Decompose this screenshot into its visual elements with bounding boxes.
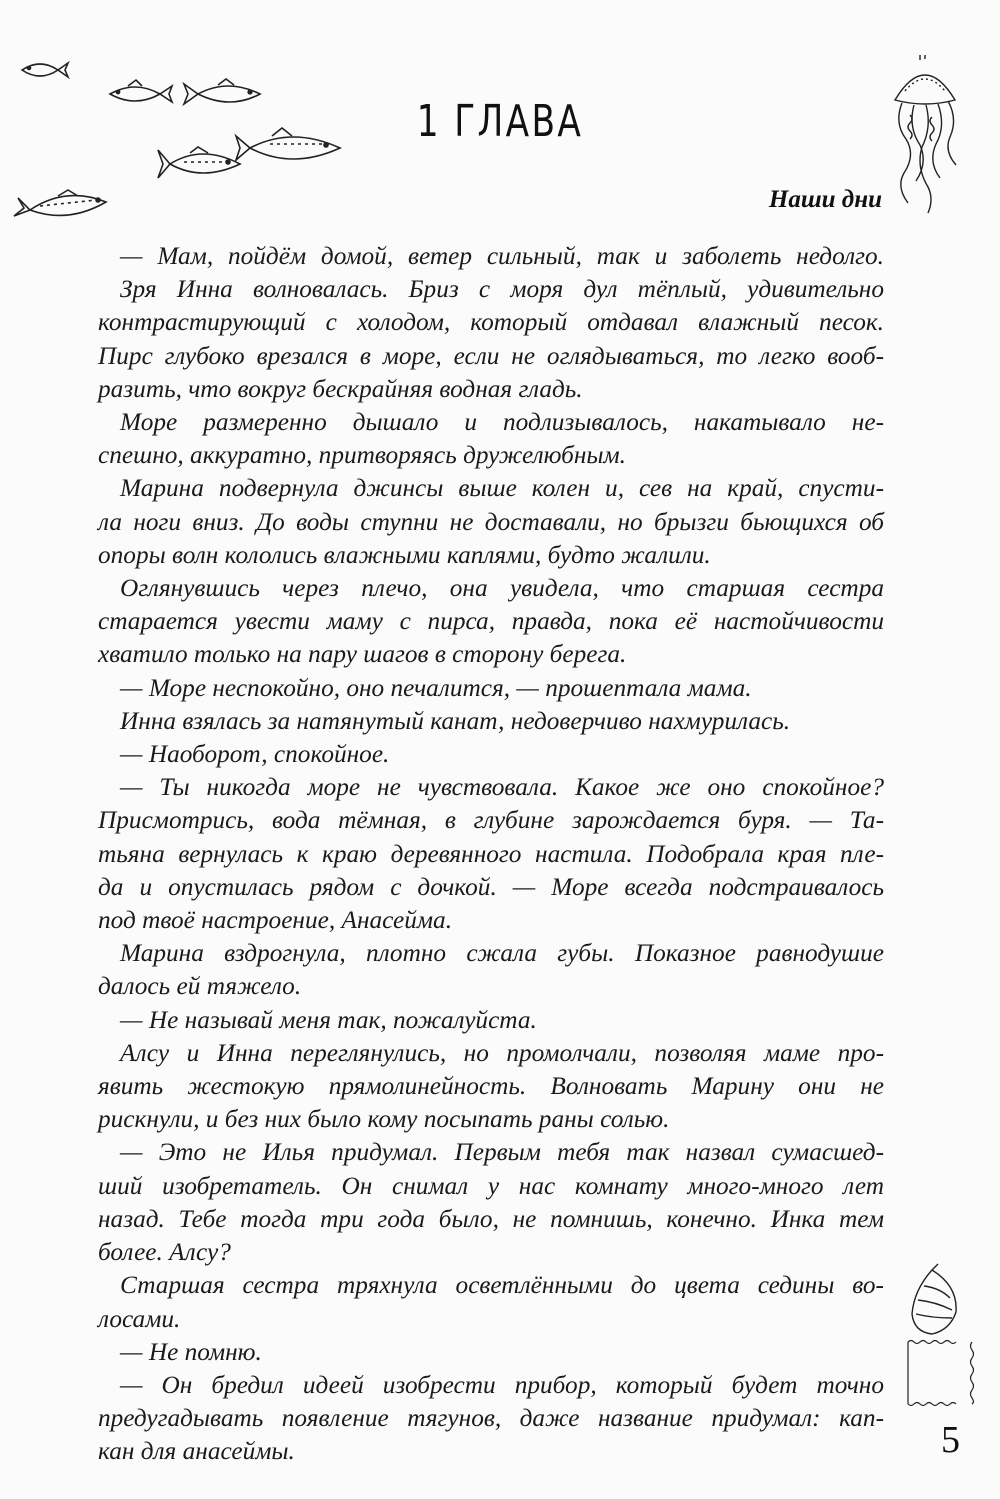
text-line: — Ты никогда море не чувствовала. Какое же оно спокойное? xyxy=(120,773,884,802)
text-line: контрастирующий с холодом, который отдавал влажный песок. xyxy=(98,308,884,337)
text-line: явить жестокую прямолинейность. Волновать Марину они не xyxy=(98,1072,884,1101)
text-line: — Не называй меня так, пожалуйста. xyxy=(120,1005,537,1034)
text-line: — Не помню. xyxy=(120,1337,262,1366)
text-line: назад. Тебе тогда три года было, не помнишь, конечно. Инка тем xyxy=(98,1204,884,1233)
text-line: тьяна вернулась к краю деревянного настила. Подобрала края пле- xyxy=(98,839,884,868)
text-line: да и опустилась рядом с дочкой. — Море всегда подстраивалось xyxy=(98,872,884,901)
text-line: — Наоборот, спокойное. xyxy=(120,740,390,769)
text-line: ла ноги вниз. До воды ступни не доставали, но брызги бьющихся об xyxy=(98,507,884,536)
text-line: далось ей тяжело. xyxy=(98,972,302,1001)
text-line: Инна взялась за натянутый канат, недоверчиво нахмурилась. xyxy=(120,706,791,735)
chapter-subheading: Наши дни xyxy=(768,186,882,213)
text-line: Старшая сестра тряхнула осветлёнными до цвета седины во- xyxy=(120,1271,884,1300)
text-line: — Это не Илья придумал. Первым тебя так назвал сумасшед- xyxy=(120,1138,884,1167)
text-line: хватило только на пару шагов в сторону берега. xyxy=(98,640,627,669)
text-line: кан для анасеймы. xyxy=(98,1437,295,1466)
text-line: лосами. xyxy=(98,1304,181,1333)
chapter-title: 1 ГЛАВА xyxy=(416,96,584,147)
text-line: — Он бредил идеей изобрести прибор, который будет точно xyxy=(120,1370,884,1399)
text-line: Море размеренно дышало и подлизывалось, накатывало не- xyxy=(120,408,884,437)
text-line: спешно, аккуратно, притворяясь дружелюбным. xyxy=(98,441,626,470)
text-line: старается увести маму с пирса, правда, пока её настойчивости xyxy=(98,607,884,636)
jellyfish-illustration xyxy=(880,55,970,225)
text-line: Марина подвернула джинсы выше колен и, сев на край, спусти- xyxy=(120,474,884,503)
text-line: Зря Инна волновалась. Бриз с моря дул тёплый, удивительно xyxy=(120,275,884,304)
text-line: предугадывать появление тягунов, даже название придумал: кап- xyxy=(98,1404,884,1433)
text-line: Оглянувшись через плечо, она увидела, что старшая сестра xyxy=(120,574,884,603)
text-line: более. Алсу? xyxy=(98,1238,231,1267)
text-line: Присмотрись, вода тёмная, в глубине зарождается буря. — Та- xyxy=(98,806,884,835)
page-number-frame xyxy=(908,1341,974,1406)
text-line: рискнули, и без них было кому посыпать раны солью. xyxy=(98,1105,670,1134)
text-line: ший изобретатель. Он снимал у нас комнату много-много лет xyxy=(98,1171,884,1200)
seashell-icon xyxy=(912,1264,956,1334)
text-line: Пирс глубоко врезался в море, если не оглядываться, то легко вооб- xyxy=(98,341,884,370)
text-line: разить, что вокруг бескрайняя водная гладь. xyxy=(98,374,583,403)
chapter-body xyxy=(98,240,884,1469)
page-number: 5 xyxy=(941,1419,960,1461)
fish-icon xyxy=(14,190,106,216)
text-line: — Мам, пойдём домой, ветер сильный, так и заболеть недолго. xyxy=(120,242,884,270)
text-line: Алсу и Инна переглянулись, но промолчали, позволяя маме про- xyxy=(120,1038,884,1067)
text-line: Марина вздрогнула, плотно сжала губы. Показное равнодушие xyxy=(120,939,884,968)
fish-icon xyxy=(22,63,68,77)
jellyfish-icon xyxy=(895,55,956,213)
seashell-illustration xyxy=(902,1262,982,1422)
text-line: под твоё настроение, Анасейма. xyxy=(98,906,453,935)
text-line: опоры волн кололись влажными каплями, будто жалили. xyxy=(98,540,711,569)
text-line: — Море неспокойно, оно печалится, — прошептала мама. xyxy=(120,673,752,702)
fish-icon xyxy=(158,147,240,178)
